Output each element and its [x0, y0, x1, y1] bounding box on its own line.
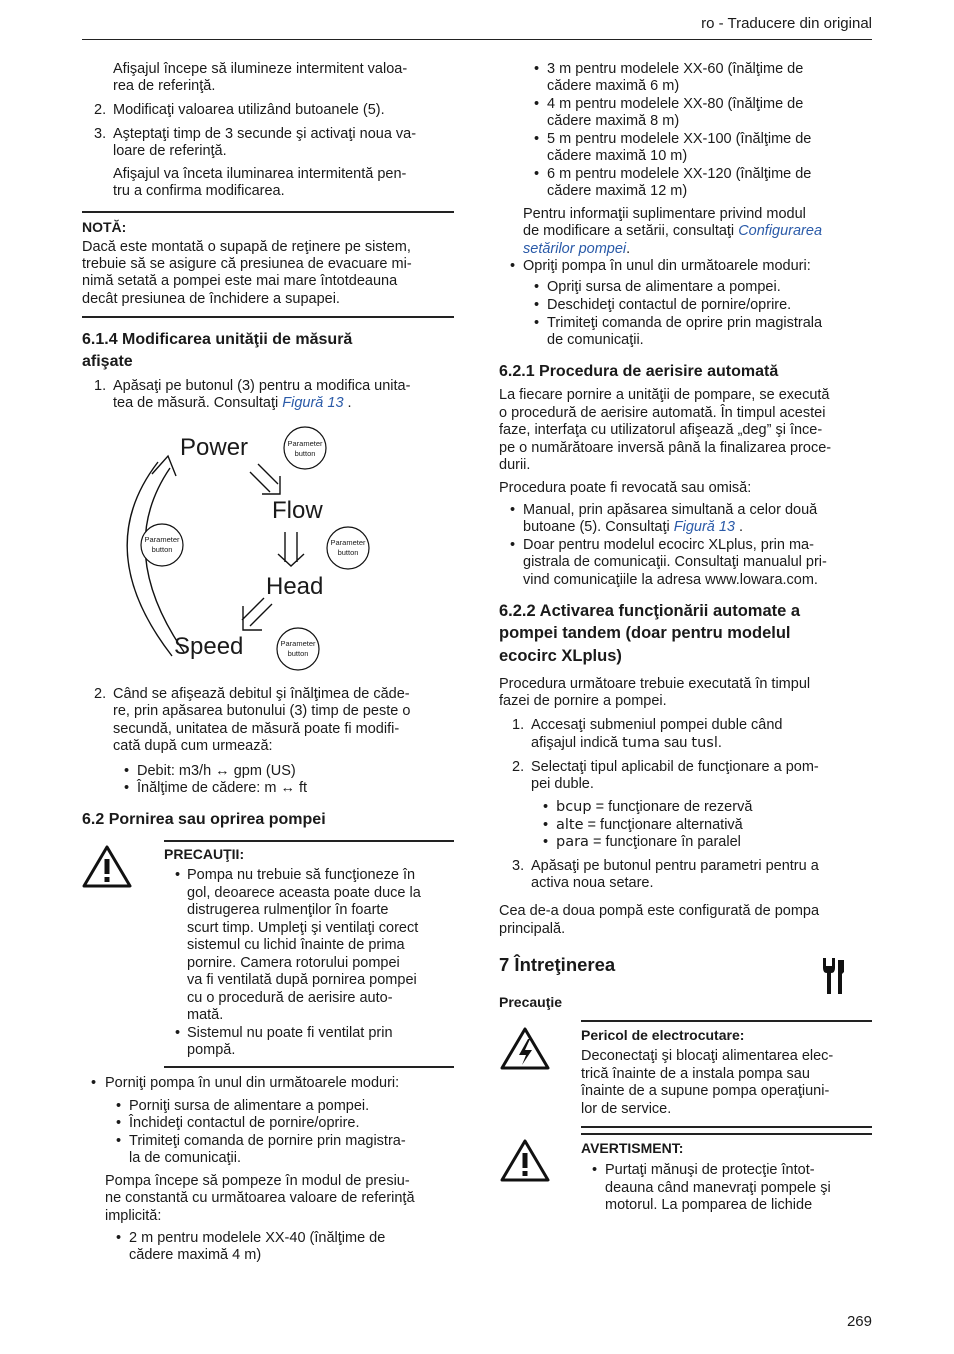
button-label — [326, 538, 370, 558]
text-line: cădere maximă 4 m) — [129, 1247, 262, 1263]
text-line: cădere maximă 6 m) — [547, 78, 680, 94]
text: = funcţionare alternativă — [583, 817, 743, 833]
list-number: 1. — [94, 378, 107, 394]
page-header — [82, 13, 872, 40]
text-line: La fiecare pornire a unităţii de pompare, se execută — [499, 387, 830, 403]
button-label-line: button — [337, 548, 359, 557]
text: . — [343, 395, 352, 411]
text-line: cădere maximă 10 m) — [547, 148, 688, 164]
text-line — [531, 735, 722, 753]
bullet: • — [175, 1025, 181, 1041]
button-label-line: button — [294, 449, 316, 458]
bullet: • — [116, 1133, 122, 1149]
text-line: o procedură de aerisire automată. În timpul acestei — [499, 405, 826, 421]
bullet: • — [534, 96, 540, 112]
text-line: 4 m pentru modelele XX-80 (înălţime de — [547, 96, 804, 112]
text-line — [556, 817, 743, 835]
caution-title: PRECAUŢII: — [164, 846, 245, 862]
text-line: 3 m pentru modelele XX-60 (înălţime de — [547, 61, 804, 77]
text-line: Înălţime de cădere: m ↔ ft — [137, 780, 308, 796]
text-line: scurt timp. Umpleţi şi ventilaţi corect — [187, 920, 419, 936]
text-line: loare de referinţă. — [113, 143, 227, 159]
text-line: deauna când manevraţi pompele şi — [605, 1180, 831, 1196]
text-line: rea de referinţă. — [113, 78, 216, 94]
button-label-line: Parameter — [144, 535, 180, 544]
text-line: Trimiteţi comanda de oprire prin magistrala — [547, 315, 823, 331]
text-line: Cea de-a doua pompă este configurată de pompa — [499, 903, 820, 919]
section-heading: afişate — [82, 353, 133, 370]
label-flow: Flow — [272, 497, 323, 524]
caution-bottom-rule — [164, 1066, 454, 1068]
bullet: • — [510, 502, 516, 518]
caution-top-rule — [164, 840, 454, 842]
text-line: cădere maximă 12 m) — [547, 183, 688, 199]
text: tea de măsură. Consultaţi — [113, 395, 283, 411]
tools-icon — [819, 956, 847, 996]
electric-hazard-icon — [499, 1026, 551, 1070]
section-heading: 6.1.4 Modificarea unităţii de măsură — [82, 331, 353, 348]
text: de modificare a setării, consultaţi — [523, 223, 739, 239]
electric-hazard-title: Pericol de electrocutare: — [581, 1027, 745, 1043]
figure-link[interactable]: Figură 13 — [282, 395, 344, 411]
bullet: • — [534, 131, 540, 147]
bullet: • — [510, 258, 516, 274]
section-heading: 6.2.1 Procedura de aerisire automată — [499, 363, 779, 380]
figure-link[interactable]: Figură 13 — [673, 519, 735, 535]
text-line: cată după cum urmează: — [113, 738, 273, 754]
text-line: Debit: m3/h ↔ gpm (US) — [137, 763, 296, 779]
text-line: Deconectaţi şi blocaţi alimentarea elec- — [581, 1048, 834, 1064]
text-line: Sistemul nu poate fi ventilat prin — [187, 1025, 393, 1041]
text-line: Pompa începe să pompeze în modul de presiu- — [105, 1173, 410, 1189]
text-line: faze, interfaţa cu utilizatorul afişează „deg” şi înce- — [499, 422, 823, 438]
note-bottom-rule — [82, 316, 454, 318]
text-line: distrugerea rulmenţilor în foarte — [187, 902, 389, 918]
text-line: Afişajul va înceta iluminarea intermitentă pen- — [113, 166, 407, 182]
display-code: tusl — [691, 735, 718, 751]
bullet: • — [534, 279, 540, 295]
text-line: Când se afişează debitul şi înălţimea de căde- — [113, 686, 410, 702]
text-line: lor de service. — [581, 1101, 672, 1117]
text-line: Modificaţi valoarea utilizând butoanele (5). — [113, 102, 385, 118]
bullet: • — [510, 537, 516, 553]
text-line: cădere maximă 8 m) — [547, 113, 680, 129]
precaution-label: Precauţie — [499, 994, 563, 1010]
text-line: Închideţi contactul de pornire/oprire. — [129, 1115, 360, 1131]
arrow-power-flow — [250, 464, 280, 494]
button-label-line: Parameter — [330, 538, 366, 547]
list-number: 2. — [94, 686, 107, 702]
text-line: Manual, prin apăsarea simultană a celor două — [523, 502, 818, 518]
button-label-line: Parameter — [287, 439, 323, 448]
text-line: fazei de pornire a pompei. — [499, 693, 667, 709]
header-text: ro - Traducere din original — [701, 15, 872, 32]
arrow-head-speed — [242, 598, 272, 630]
text-line: înainte de a supune pompa operaţiuni- — [581, 1083, 830, 1099]
text-line: Purtaţi mănuşi de protecţie întot- — [605, 1162, 815, 1178]
label-power: Power — [180, 434, 249, 461]
chapter-heading: 7 Întreţinerea — [499, 954, 616, 975]
text-line — [523, 241, 630, 259]
text-line: Porniţi pompa în unul din următoarele moduri: — [105, 1075, 400, 1091]
electric-bottom-rule — [581, 1126, 872, 1128]
bullet: • — [534, 166, 540, 182]
display-code: para — [556, 834, 589, 850]
bullet: • — [534, 315, 540, 331]
text-line — [113, 395, 352, 413]
text-line: activa noua setare. — [531, 875, 654, 891]
bullet: • — [116, 1230, 122, 1246]
text-line: Afişajul începe să ilumineze intermitent valoa- — [113, 61, 408, 77]
text-line: gol, deoarece aceasta poate duce la — [187, 885, 421, 901]
bullet: • — [543, 799, 549, 815]
warning-top-rule — [581, 1133, 872, 1135]
bullet: • — [534, 61, 540, 77]
text: afişajul indică — [531, 735, 623, 751]
text-line: mată. — [187, 1007, 224, 1023]
text: = funcţionare în paralel — [588, 834, 741, 850]
warning-triangle-icon — [499, 1138, 551, 1182]
text-line: Trimiteţi comanda de pornire prin magistra- — [129, 1133, 406, 1149]
section-heading: pompei tandem (doar pentru modelul — [499, 624, 791, 642]
settings-link[interactable]: setărilor pompei — [523, 241, 627, 257]
warning-title: AVERTISMENT: — [581, 1140, 684, 1156]
text-line: sistemul cu lichid înainte de prima — [187, 937, 405, 953]
button-label — [283, 439, 327, 459]
section-heading: 6.2.2 Activarea funcţionării automate a — [499, 602, 801, 620]
list-number: 3. — [512, 858, 525, 874]
text-line: Dacă este montată o supapă de reţinere pe sistem, — [82, 239, 411, 255]
text-line — [523, 223, 822, 241]
bullet: • — [543, 817, 549, 833]
label-speed: Speed — [174, 633, 244, 660]
bullet: • — [534, 297, 540, 313]
text-line: la de comunicaţii. — [129, 1150, 242, 1166]
arrow-flow-head — [278, 532, 304, 566]
button-label-line: button — [151, 545, 173, 554]
text: . — [717, 735, 722, 751]
text: butoane (5). Consultaţi — [523, 519, 674, 535]
bullet: • — [543, 834, 549, 850]
text-line: Deschideţi contactul de pornire/oprire. — [547, 297, 792, 313]
text-line — [556, 799, 752, 817]
bullet: • — [116, 1115, 122, 1131]
bullet: • — [592, 1162, 598, 1178]
section-heading: 6.2 Pornirea sau oprirea pompei — [82, 811, 326, 828]
button-label-line: Parameter — [280, 639, 316, 648]
text-line: nimă setată a pompei este mai mare întotdeauna — [82, 273, 398, 289]
text-line: trică înainte de a instala pompa sau — [581, 1066, 810, 1082]
text-line: Apăsaţi pe butonul (3) pentru a modifica unita- — [113, 378, 411, 394]
text: . — [626, 241, 631, 257]
display-code: tuma — [622, 735, 660, 751]
text-line: tru a confirma modificarea. — [113, 183, 285, 199]
text-line: pe o numărătoare inversă până la finalizarea proce- — [499, 440, 832, 456]
text-line: 5 m pentru modelele XX-100 (înălţime de — [547, 131, 812, 147]
display-code: alte — [556, 817, 584, 833]
text-line: pornire. Camera rotorului pompei — [187, 955, 400, 971]
text-line: re, prin apăsarea butonului (3) timp de peste o — [113, 703, 411, 719]
note-title: NOTĂ: — [82, 219, 127, 235]
button-label — [276, 639, 320, 659]
text-line: Procedura următoare trebuie executată în timpul — [499, 676, 811, 692]
text-line: Aşteptaţi timp de 3 secunde şi activaţi noua va- — [113, 126, 417, 142]
text-line: va fi ventilată după pornirea pompei — [187, 972, 417, 988]
section-heading: ecocirc XLplus) — [499, 647, 622, 665]
text-line: pompă. — [187, 1042, 236, 1058]
text-line: de comunicaţii. — [547, 332, 644, 348]
display-code: bcup — [556, 799, 592, 815]
text-line: Apăsaţi pe butonul pentru parametri pentru a — [531, 858, 819, 874]
text-line: Doar pentru modelul ecocirc XLplus, prin ma- — [523, 537, 814, 553]
text-line: Accesaţi submeniul pompei duble când — [531, 717, 783, 733]
text-line: motorul. La pomparea de lichide — [605, 1197, 813, 1213]
text-line: Pentru informaţii suplimentare privind modul — [523, 206, 806, 222]
text: = funcţionare de rezervă — [591, 799, 753, 815]
label-head: Head — [266, 573, 324, 600]
text-line: Opriţi sursa de alimentare a pompei. — [547, 279, 781, 295]
text: sau — [659, 735, 692, 751]
text-line: Procedura poate fi revocată sau omisă: — [499, 480, 752, 496]
list-number: 2. — [512, 759, 525, 775]
text-line: Pompa nu trebuie să funcţioneze în — [187, 867, 416, 883]
text-line: cu o procedură de aerisire auto- — [187, 990, 393, 1006]
text-line: Selectaţi tipul aplicabil de funcţionare a pom- — [531, 759, 819, 775]
text-line: decât presiunea de închidere a supapei. — [82, 291, 340, 307]
list-number: 3. — [94, 126, 107, 142]
text-line: Porniţi sursa de alimentare a pompei. — [129, 1098, 370, 1114]
bullet: • — [124, 780, 130, 796]
list-number: 2. — [94, 102, 107, 118]
text-line: 6 m pentru modelele XX-120 (înălţime de — [547, 166, 812, 182]
warning-triangle-icon — [82, 844, 132, 888]
text-line: principală. — [499, 921, 566, 937]
text-line: secundă, unitatea de măsură poate fi modifi- — [113, 721, 400, 737]
text-line: trebuie să se asigure că presiunea de evacuare mi- — [82, 256, 412, 272]
text-line: ne constantă cu următoarea valoare de referinţă — [105, 1190, 415, 1206]
text-line: gistrala de comunicaţii. Consultaţi manualul pri- — [523, 554, 827, 570]
list-number: 1. — [512, 717, 525, 733]
text-line: 2 m pentru modelele XX-40 (înălţime de — [129, 1230, 386, 1246]
electric-top-rule — [581, 1020, 872, 1022]
text-line: durii. — [499, 457, 531, 473]
text-line — [556, 834, 741, 852]
page-number: 269 — [846, 1313, 872, 1330]
bullet: • — [175, 867, 181, 883]
bullet: • — [91, 1075, 97, 1091]
note-top-rule — [82, 211, 454, 213]
text-line: implicită: — [105, 1208, 162, 1224]
settings-link[interactable]: Configurarea — [738, 223, 823, 239]
button-label — [140, 535, 184, 555]
button-label-line: button — [287, 649, 309, 658]
text-line — [523, 519, 743, 537]
text-line: vind comunicaţiile la adresa www.lowara.com. — [523, 572, 818, 588]
text: . — [735, 519, 744, 535]
text-line: Opriţi pompa în unul din următoarele moduri: — [523, 258, 811, 274]
bullet: • — [116, 1098, 122, 1114]
text-line: pei duble. — [531, 776, 594, 792]
bullet: • — [124, 763, 130, 779]
